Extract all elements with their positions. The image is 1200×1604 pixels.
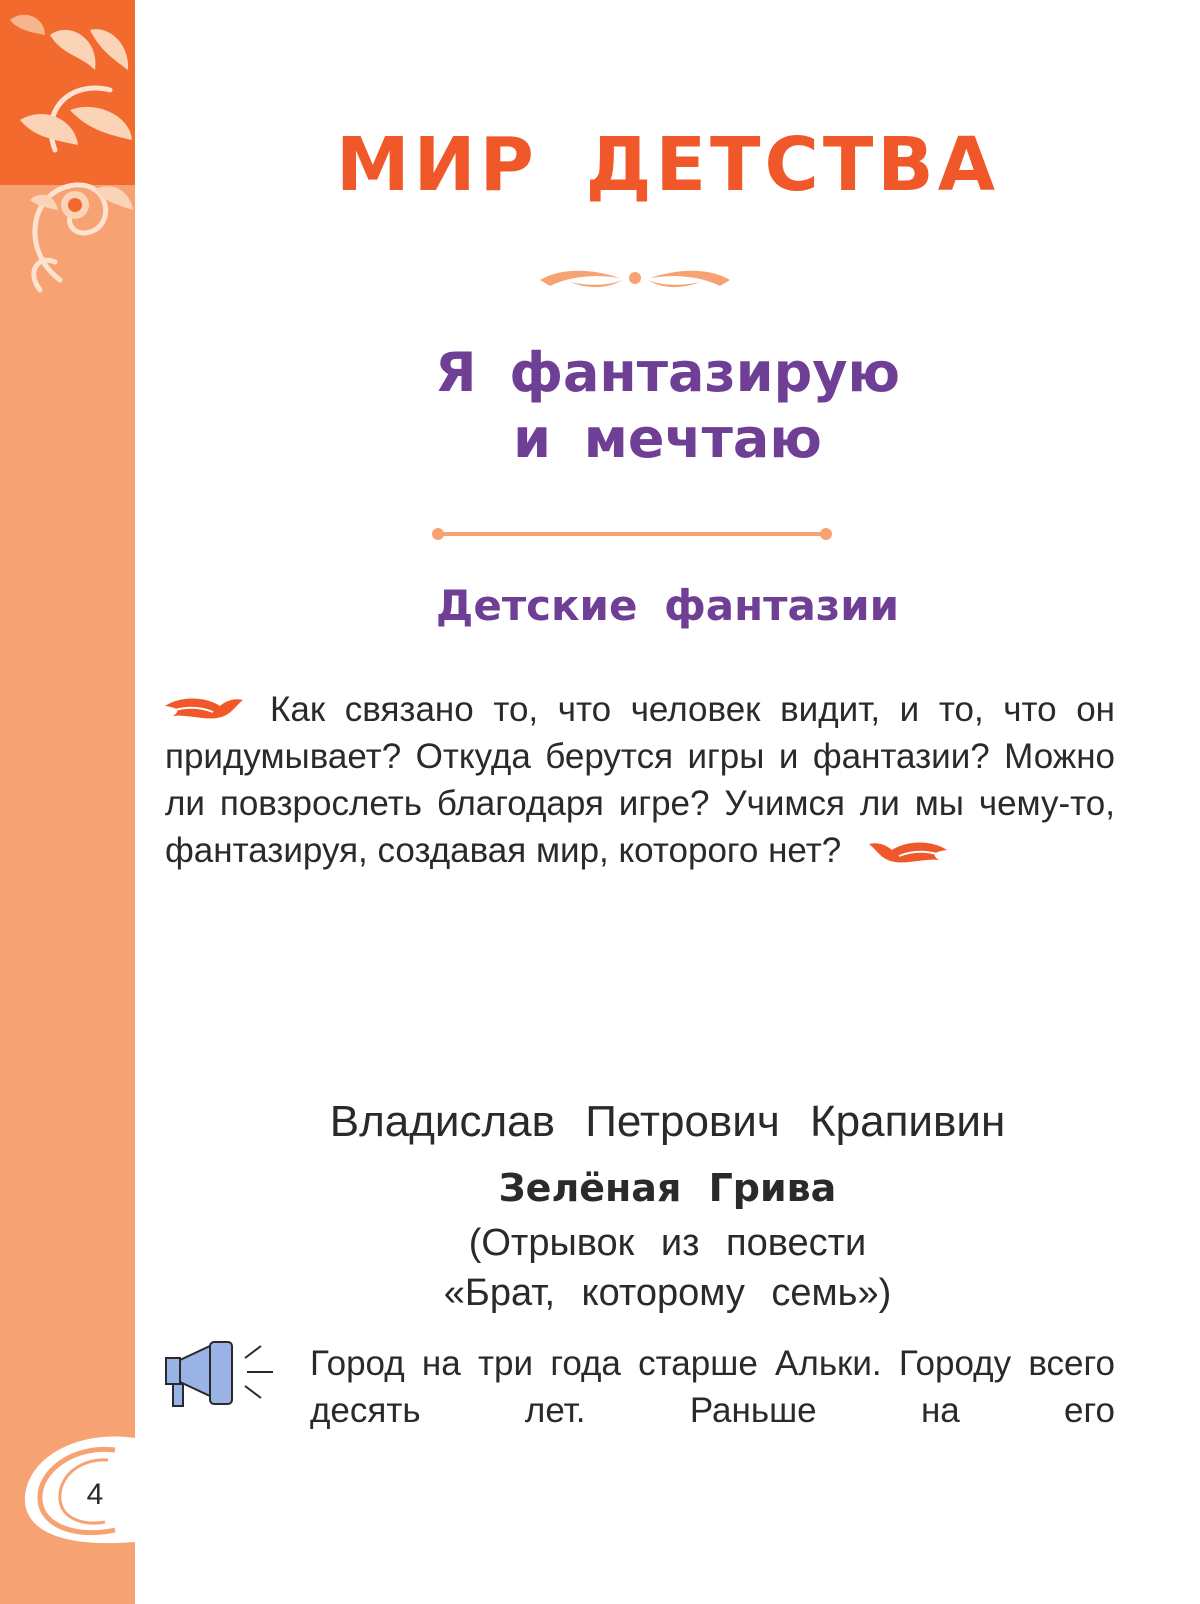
audio-speaker-icon[interactable] xyxy=(165,1340,280,1410)
intro-text xyxy=(165,686,1115,874)
divider-line xyxy=(432,526,832,542)
intro-block xyxy=(165,686,1115,874)
chapter-title-line-2: и мечтаю xyxy=(513,407,822,470)
chapter-title xyxy=(135,340,1200,472)
leaf-icon-end xyxy=(869,838,947,868)
work-note-line-1: (Отрывок из повести xyxy=(468,1222,867,1264)
intro-text-content: Как связано то, что человек видит, и то, что он придумывает? Откуда берутся игры и фантазии? Можно ли повзрослеть благодаря игре? Учимся ли мы чему-то, фантазируя, создавая мир, которого нет? xyxy=(165,690,1115,870)
work-note xyxy=(135,1218,1200,1318)
divider-ornament-icon xyxy=(540,264,730,292)
swirl-ornament-icon xyxy=(0,0,135,300)
story-text: Город на три года старше Альки. Городу всего десять лет. Раньше на его xyxy=(310,1344,1115,1430)
work-note-line-2: «Брат, которому семь») xyxy=(443,1272,892,1314)
subtopic-title: Детские фантазии xyxy=(435,581,900,630)
leaf-icon xyxy=(165,694,243,724)
page-number: 4 xyxy=(86,1478,104,1511)
work-title: Зелёная Грива xyxy=(498,1166,837,1210)
chapter-title-line-1: Я фантазирую xyxy=(434,341,900,404)
author-name: Владислав Петрович Крапивин xyxy=(329,1097,1006,1146)
section-title: МИР ДЕТСТВА xyxy=(336,122,999,208)
